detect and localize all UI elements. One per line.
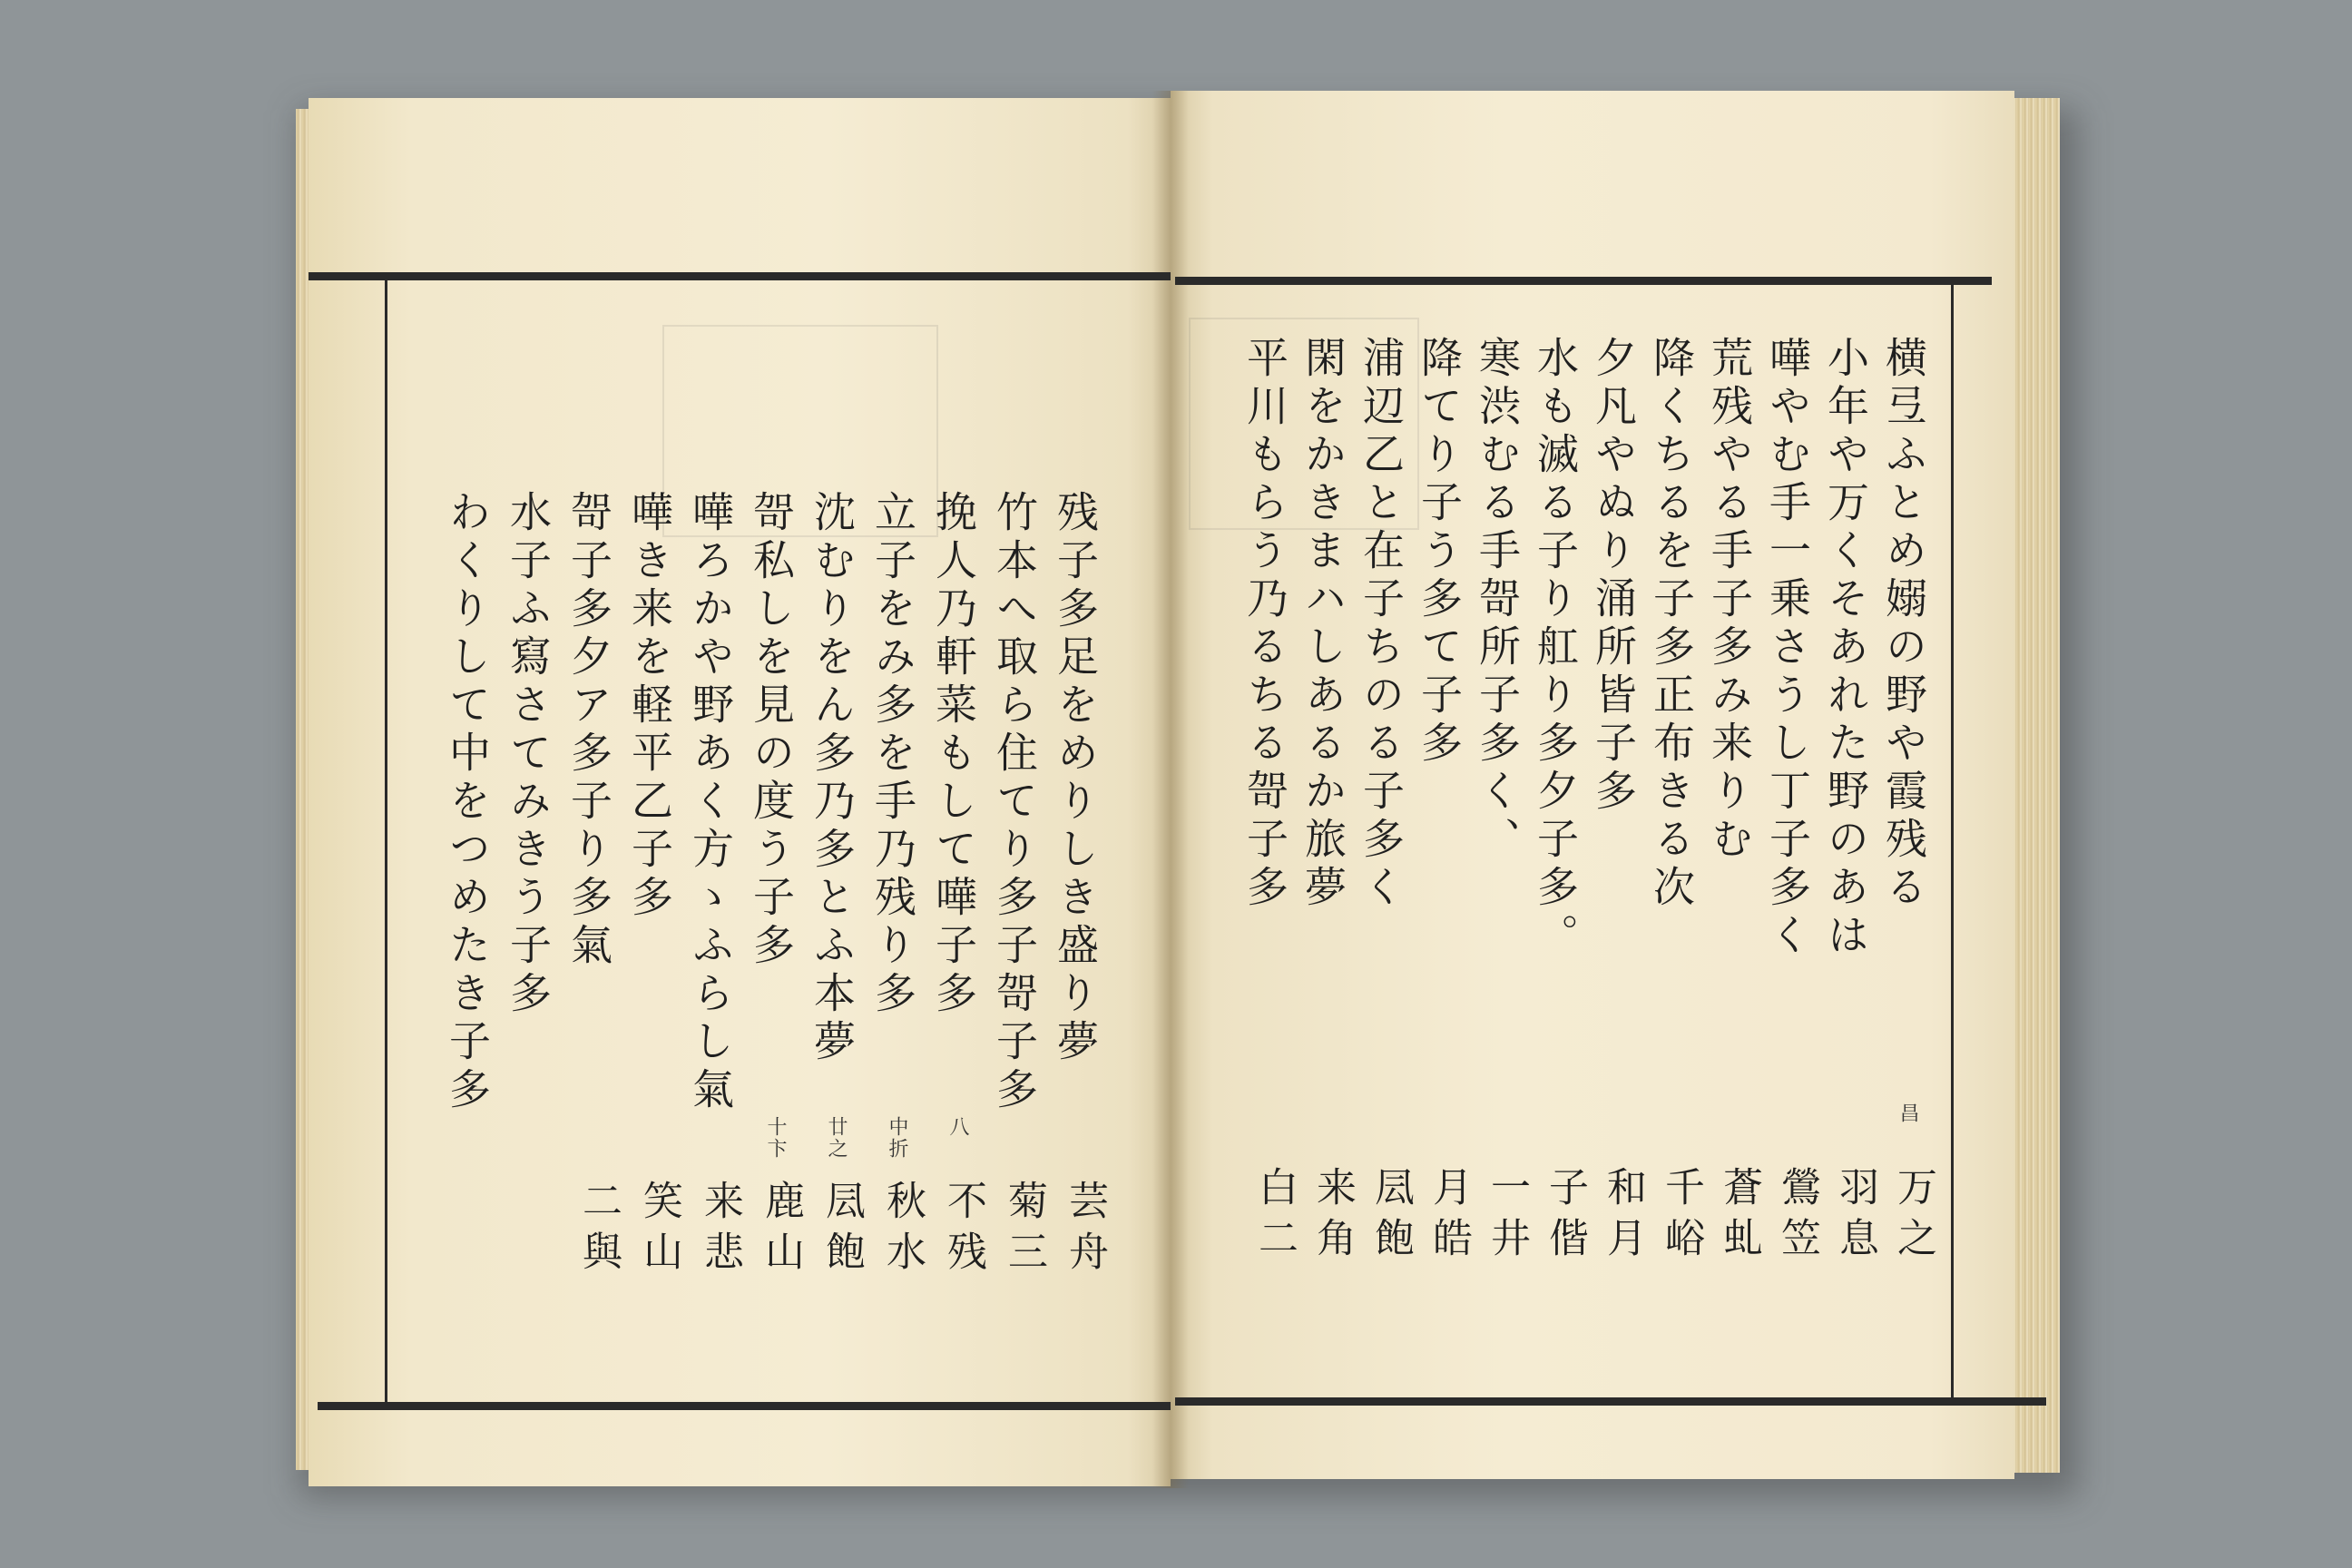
left-verse: 哿子多夕ア多子り多氣: [564, 490, 613, 971]
right-verse: 降くちるを子多正布きる次: [1647, 336, 1696, 913]
right-author: 羽息: [1832, 1166, 1878, 1268]
right-verse: 夕凡やぬり涌所皆子多: [1589, 336, 1638, 817]
right-verse: 降てり子う多て子多: [1415, 336, 1464, 769]
left-verse: 残子多足をめりしき盛り夢: [1051, 490, 1100, 1067]
left-verse: 竹本へ取ら住てり多子哿子多: [990, 490, 1039, 1115]
right-author: 月皓: [1426, 1166, 1472, 1268]
right-verse: 横弖ふとめ嫋の野や霞残る: [1879, 336, 1928, 913]
left-verse: 嘩ろかや野あく方ゝふらし氣: [686, 490, 735, 1115]
left-verse: わくりして中をつめたき子多: [443, 490, 492, 1115]
left-author: 芸舟: [1062, 1180, 1108, 1281]
left-side-rule: [385, 280, 387, 1402]
right-author: 凨飽: [1367, 1166, 1414, 1268]
left-author: 秋水: [879, 1180, 926, 1281]
left-verse: 嘩き来を軽平乙子多: [625, 490, 674, 923]
left-note: 十卞: [764, 1116, 787, 1160]
left-author: 菊三: [1001, 1180, 1047, 1281]
left-author: 来悲: [697, 1180, 743, 1281]
left-author: 不残: [940, 1180, 986, 1281]
right-verse: 嘩やむ手一乗さうし丁子多く: [1763, 336, 1812, 961]
right-author: 子偕: [1542, 1166, 1588, 1268]
right-author: 和月: [1600, 1166, 1646, 1268]
right-author: 鶯笠: [1774, 1166, 1820, 1268]
right-author: 白二: [1251, 1166, 1298, 1268]
right-bottom-rule: [1175, 1397, 2046, 1406]
left-verse: 立子をみ多を手乃残り多: [868, 490, 917, 1019]
left-author: 凨飽: [818, 1180, 865, 1281]
right-author: 千峪: [1658, 1166, 1704, 1268]
right-author: 来角: [1309, 1166, 1356, 1268]
left-author: 鹿山: [758, 1180, 804, 1281]
right-verse: 小年や万くそあれた野のあは: [1821, 336, 1870, 961]
left-note: 中折: [886, 1116, 908, 1160]
left-bottom-rule: [318, 1402, 1171, 1410]
left-author: 二與: [575, 1180, 622, 1281]
right-verse: 荒残やる手子多み来りむ: [1705, 336, 1754, 865]
right-verse: 平川もらう乃るちる哿子多: [1240, 336, 1289, 913]
right-side-rule: [1951, 285, 1954, 1397]
left-author: 笑山: [636, 1180, 682, 1281]
left-note: 廿之: [825, 1116, 848, 1160]
book-gutter: [1152, 91, 1189, 1488]
right-author: 蒼虬: [1716, 1166, 1762, 1268]
right-top-rule: [1175, 277, 1992, 285]
right-verse: 浦辺乙と在子ちのる子多く: [1357, 336, 1406, 913]
right-note: 昌: [1896, 1102, 1919, 1124]
right-verse: 閑をかきまハしあるか旅夢: [1298, 336, 1348, 913]
left-verse: 挽人乃軒菜もして嘩子多: [929, 490, 978, 1019]
left-verse: 哿私しを見の度う子多: [747, 490, 796, 971]
left-note: 八: [946, 1116, 969, 1138]
right-verse: 水も滅る子り舡り多夕子多。: [1531, 336, 1580, 961]
right-verse: 寒渋むる手哿所子多く、: [1473, 336, 1522, 865]
left-verse: 水子ふ寫さてみきう子多: [504, 490, 553, 1019]
left-top-rule: [309, 272, 1171, 280]
right-author: 万之: [1890, 1166, 1936, 1268]
left-verse: 沈むりをん多乃多とふ本夢: [808, 490, 857, 1067]
right-author: 一井: [1484, 1166, 1530, 1268]
